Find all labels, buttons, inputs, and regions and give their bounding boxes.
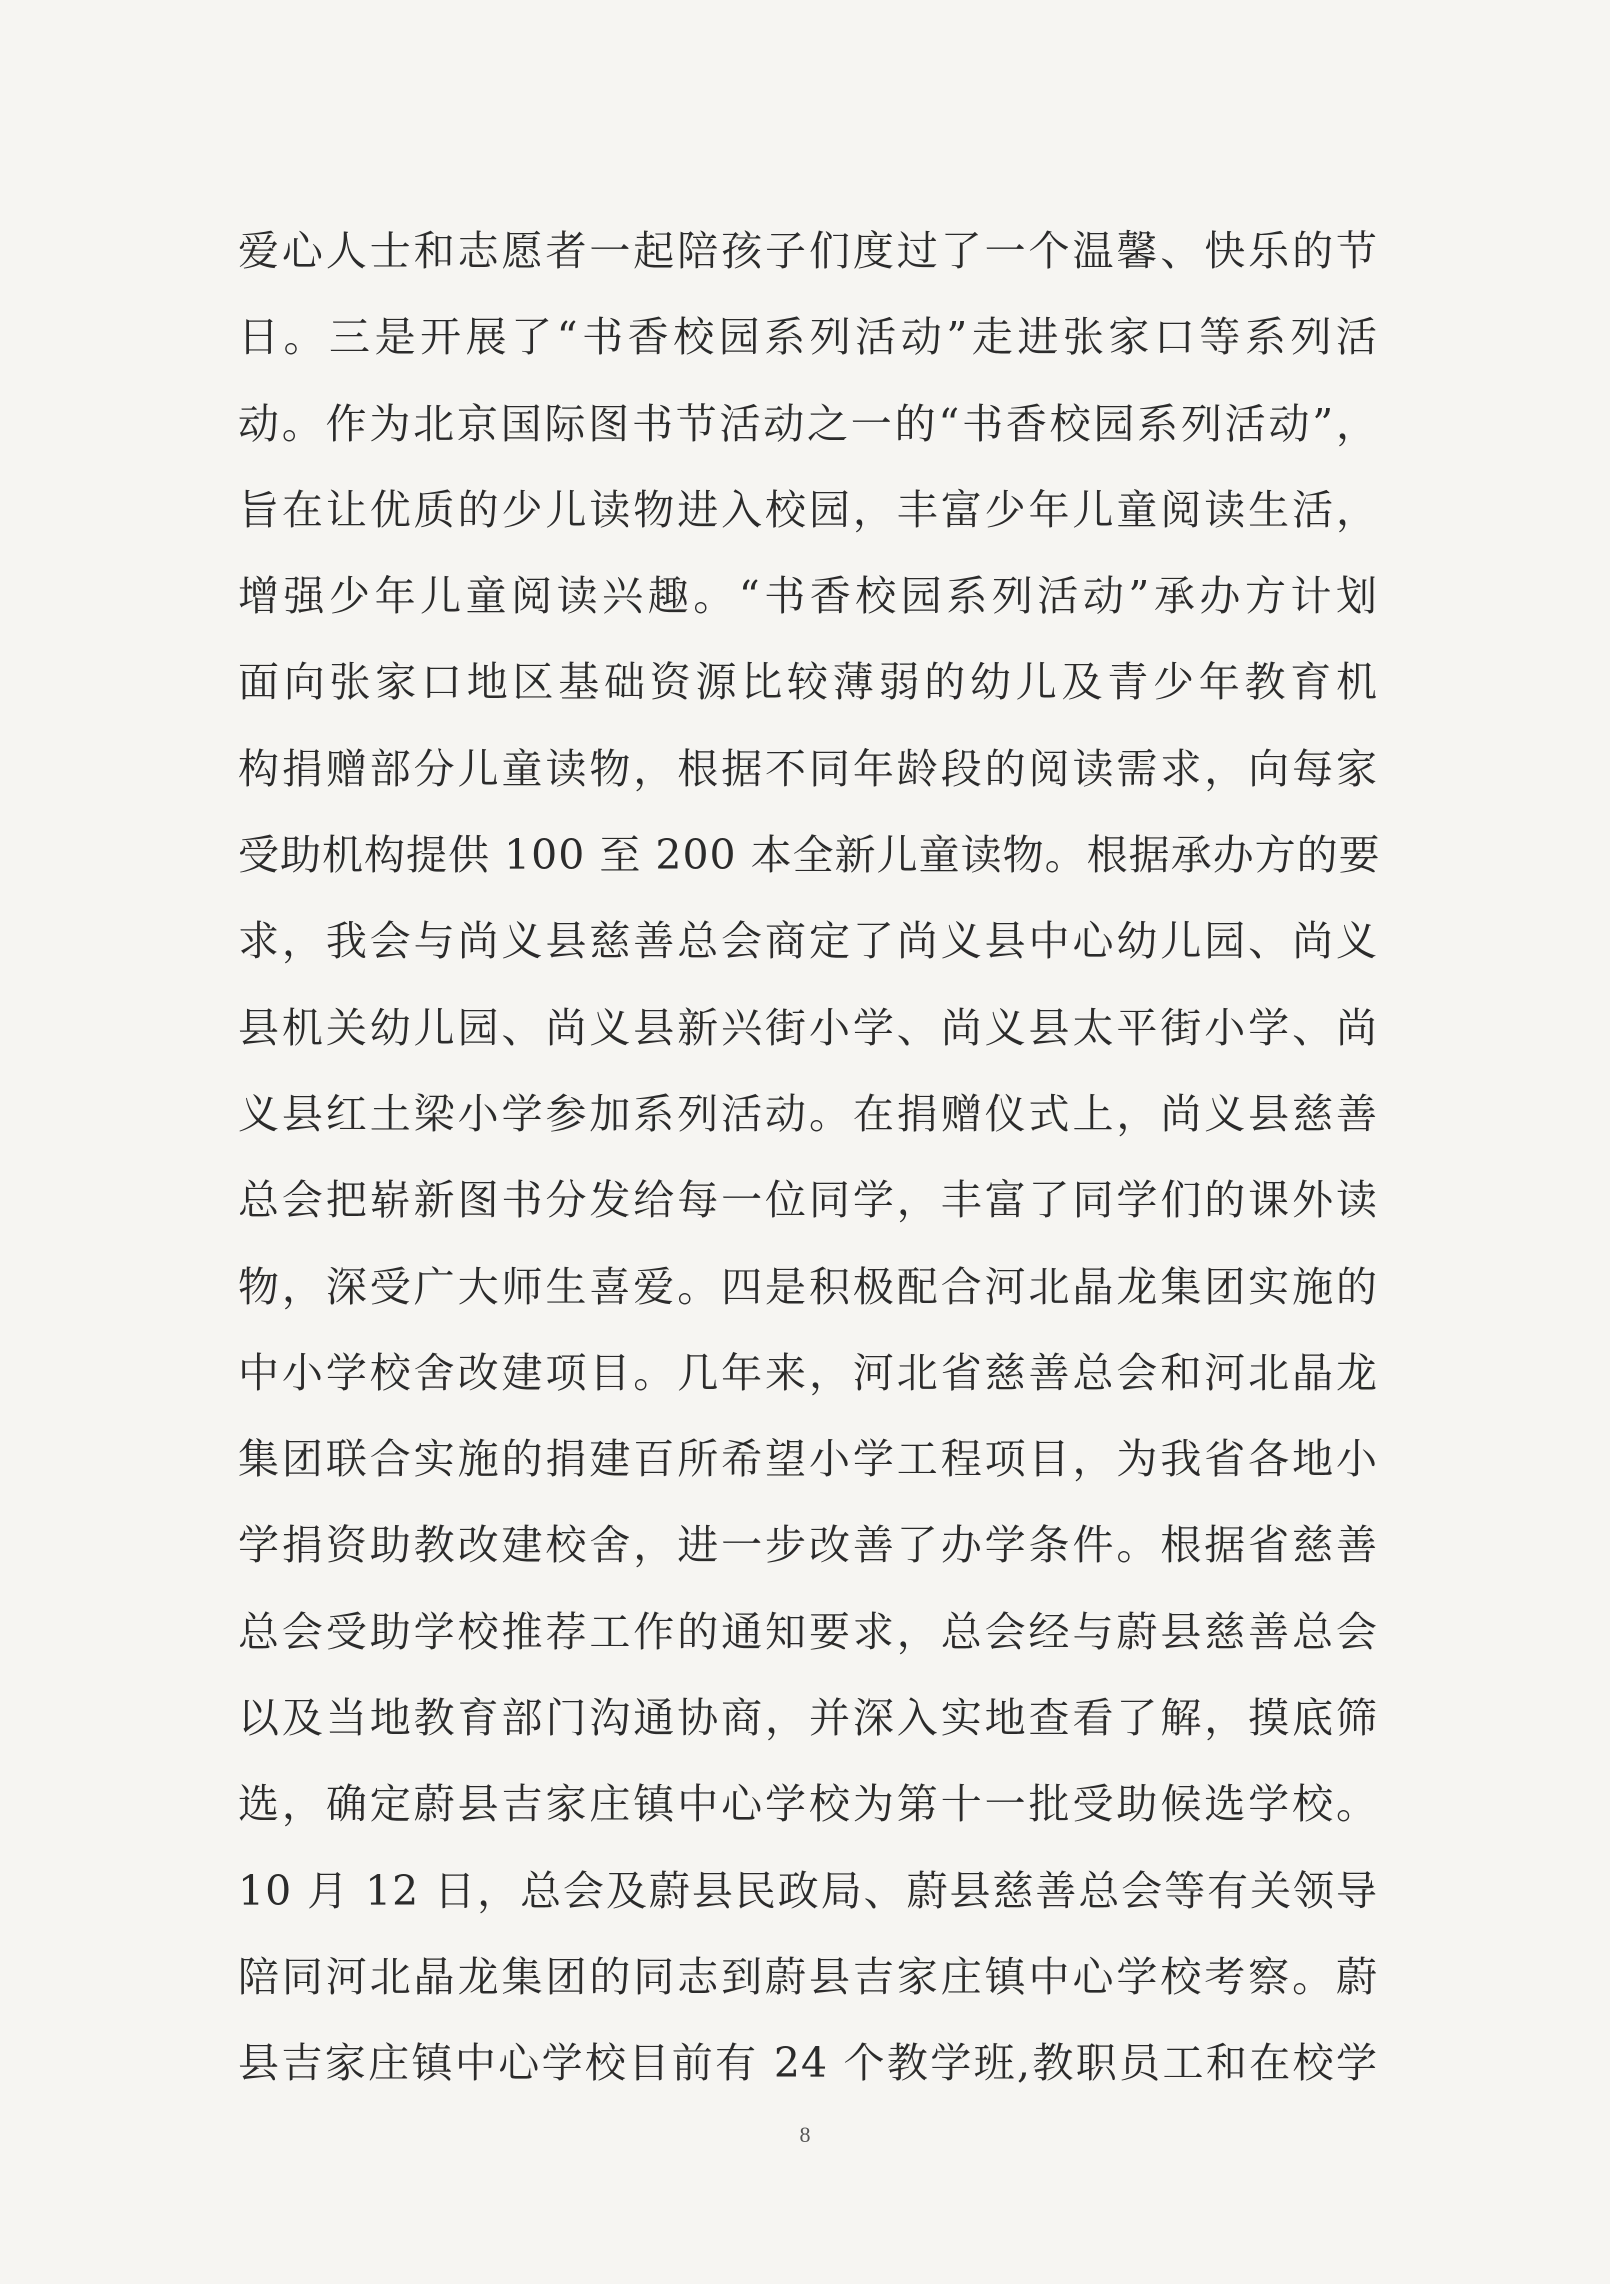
body-line: 学捐资助教改建校舍，进一步改善了办学条件。根据省慈善 [238,1521,1378,1570]
body-line: 义县红土梁小学参加系列活动。在捐赠仪式上，尚义县慈善 [238,1089,1378,1138]
body-line: 中小学校舍改建项目。几年来，河北省慈善总会和河北晶龙 [238,1348,1378,1397]
body-line: 构捐赠部分儿童读物，根据不同年龄段的阅读需求，向每家 [238,744,1378,793]
body-line: 10 月 12 日，总会及蔚县民政局、蔚县慈善总会等有关领导 [238,1866,1378,1915]
body-line: 总会把崭新图书分发给每一位同学，丰富了同学们的课外读 [238,1176,1378,1225]
body-line: 以及当地教育部门沟通协商，并深入实地查看了解，摸底筛 [238,1694,1378,1743]
body-line: 受助机构提供 100 至 200 本全新儿童读物。根据承办方的要 [238,831,1381,880]
body-line: 爱心人士和志愿者一起陪孩子们度过了一个温馨、快乐的节 [238,227,1378,275]
body-line: 县机关幼儿园、尚义县新兴街小学、尚义县太平街小学、尚 [238,1003,1378,1052]
body-line: 县吉家庄镇中心学校目前有 24 个教学班,教职员工和在校学 [238,2039,1378,2088]
body-text [238,208,1381,2107]
body-line: 求，我会与尚义县慈善总会商定了尚义县中心幼儿园、尚义 [238,917,1378,966]
body-line: 选，确定蔚县吉家庄镇中心学校为第十一批受助候选学校。 [238,1780,1378,1829]
body-line: 日。三是开展了“书香校园系列活动”走进张家口等系列活 [238,313,1378,362]
page-number: 8 [799,2122,811,2147]
body-line: 面向张家口地区基础资源比较薄弱的幼儿及青少年教育机 [238,658,1378,707]
body-line: 陪同河北晶龙集团的同志到蔚县吉家庄镇中心学校考察。蔚 [238,1952,1378,2001]
body-line: 动。作为北京国际图书节活动之一的“书香校园系列活动”， [238,399,1378,448]
body-line: 物，深受广大师生喜爱。四是积极配合河北晶龙集团实施的 [238,1262,1378,1311]
body-line: 总会受助学校推荐工作的通知要求，总会经与蔚县慈善总会 [238,1607,1378,1656]
body-line: 增强少年儿童阅读兴趣。“书香校园系列活动”承办方计划 [238,572,1378,621]
body-line: 集团联合实施的捐建百所希望小学工程项目，为我省各地小 [238,1435,1378,1484]
body-line: 旨在让优质的少儿读物进入校园，丰富少年儿童阅读生活， [238,485,1378,534]
